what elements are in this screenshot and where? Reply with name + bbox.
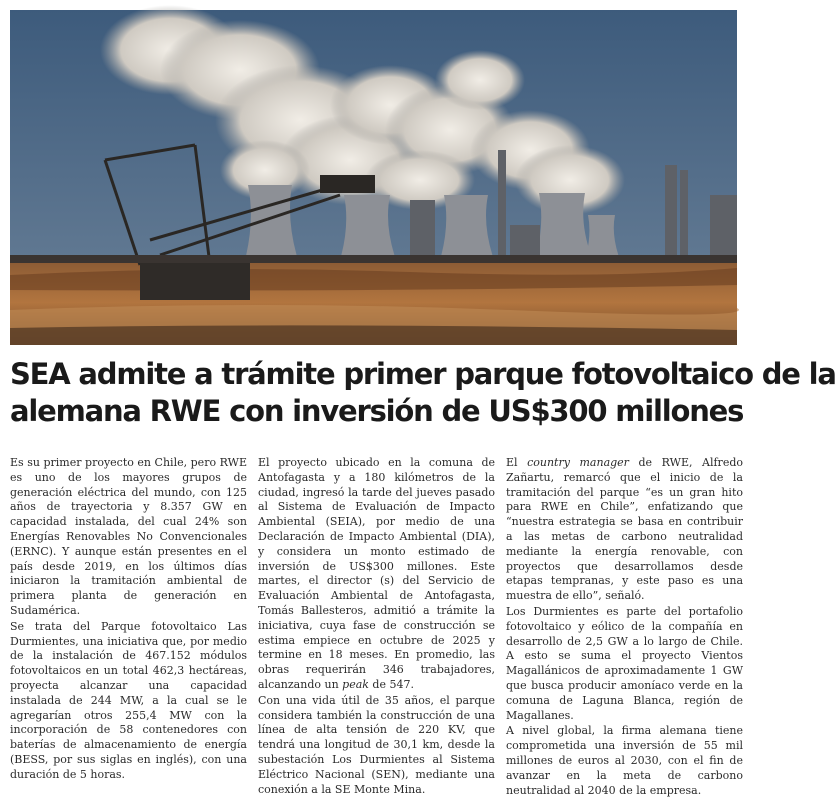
- coal-power-plant-photo: [10, 10, 737, 345]
- paragraph-5-start: El: [506, 456, 528, 469]
- paragraph-3-text: El proyecto ubicado en la comuna de Antofagasta y a 180 kilómetros de la ciudad, ingresó la tarde del jueves pasado al Sistema de Evaluación de Impacto Ambiental (SEIA), por medio de una Declaración de Impacto Ambiental (DIA), y considera un monto estimado de inversión de US$300 millones. Este martes, el director (s) del Servicio de Evaluación Ambiental de Antofagasta, Tomás Ballesteros, admitió a trámite la iniciativa, cuya fase de construcción se estima empiece en octubre de 2025 y termine en 18 meses. En promedio, las obras requerirán 346 trabajadores, alcanzando un: [258, 456, 495, 691]
- photo-illustration: [10, 10, 737, 345]
- headline-line-1: SEA admite a trámite primer parque fotovoltaico de la: [10, 357, 836, 391]
- paragraph-7: A nivel global, la firma alemana tiene comprometida una inversión de 55 mil millones de euros al 2030, con el fin de avanzar en la meta de carbono neutralidad al 2040 de la empresa.: [506, 724, 743, 797]
- article-column-1: [10, 456, 247, 784]
- headline-line-2: alemana RWE con inversión de US$300 millones: [10, 394, 744, 428]
- paragraph-5-text: de RWE, Alfredo Zañartu, remarcó que el inicio de la tramitación del parque “es un gran hito para RWE en Chile”, enfatizando que “nuestra estrategia se basa en contribuir a las metas de carbono neutralidad mediante la energía renovable, con proyectos que desarrollamos desde etapas tempranas, y este paso es una muestra de ello”, señaló.: [506, 456, 743, 603]
- paragraph-1: Es su primer proyecto en Chile, pero RWE es uno de los mayores grupos de generación eléctrica del mundo, con 125 años de trayectoria y 8.357 GW en capacidad instalada, del cual 24% son Energías Renovables No Convencionales (ERNC). Y aunque están presentes en el país desde 2019, en los últimos días iniciaron la tramitación ambiental de primera planta de generación en Sudamérica.: [10, 456, 247, 617]
- paragraph-2: Se trata del Parque fotovoltaico Las Durmientes, una iniciativa que, por medio de la instalación de 467.152 módulos fotovoltaicos en un total 462,3 hectáreas, proyecta alcanzar una capacidad instalada de 244 MW, a la cual se le agregarían otros 255,4 MW con la incorporación de 58 contenedores con baterías de almacenamiento de energía (BESS, por sus siglas en inglés), con una duración de 5 horas.: [10, 619, 247, 781]
- article-column-3: [506, 456, 743, 799]
- paragraph-3-em: peak: [342, 677, 369, 691]
- paragraph-3: [258, 456, 495, 693]
- paragraph-6: Los Durmientes es parte del portafolio fotovoltaico y eólico de la compañía en desarrollo de 2,5 GW a lo largo de Chile. A esto se suma el proyecto Vientos Magallánicos de aproximadamente 1 GW que busca producir amoníaco verde en la comuna de Laguna Blanca, región de Magallanes.: [506, 604, 743, 722]
- article-headline: [10, 356, 836, 430]
- paragraph-3-end: de 547.: [368, 677, 414, 691]
- paragraph-4: Con una vida útil de 35 años, el parque considera también la construcción de una línea de alta tensión de 220 KV, que tendrá una longitud de 30,1 km, desde la subestación Los Durmientes al Sistema Eléctrico Nacional (SEN), mediante una conexión a la SE Monte Mina.: [258, 693, 495, 796]
- paragraph-5: [506, 456, 743, 604]
- article-column-2: [258, 456, 495, 798]
- paragraph-5-em: country manager: [527, 456, 629, 469]
